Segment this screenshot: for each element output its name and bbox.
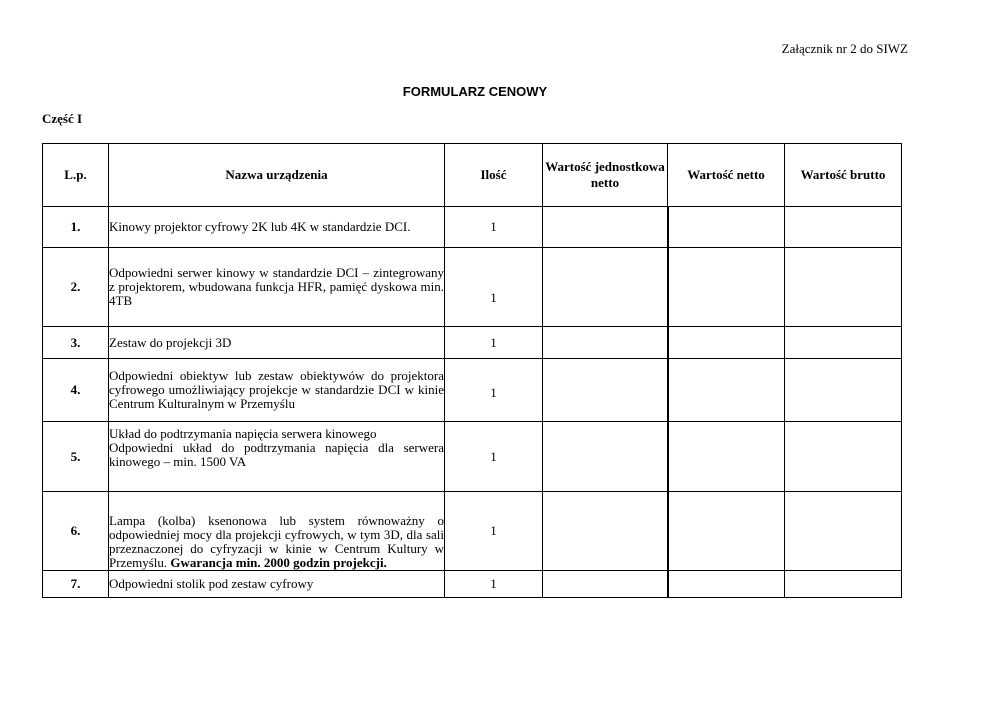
row-net-cell[interactable] xyxy=(668,327,785,359)
row-name: Zestaw do projekcji 3D xyxy=(109,327,445,359)
row-name-text: Lampa (kolba) ksenonowa lub system równoważny o odpowiedniej mocy dla projekcji cyfrowych, w tym 3D, dla sali przeznaczonej do cyfryzacji w kinie w Centrum Kultury w Przemyślu. xyxy=(109,513,444,570)
header-net: Wartość netto xyxy=(668,144,785,207)
row-unit-net-cell[interactable] xyxy=(543,207,668,248)
row-gross-cell[interactable] xyxy=(785,207,902,248)
row-gross-cell[interactable] xyxy=(785,571,902,598)
row-lp: 1. xyxy=(43,207,109,248)
row-name-bold: Gwarancja min. 2000 godzin projekcji. xyxy=(170,555,387,570)
row-gross-cell[interactable] xyxy=(785,492,902,571)
table-row xyxy=(43,327,902,359)
row-qty: 1 xyxy=(445,327,543,359)
header-unit-net: Wartość jednostkowa netto xyxy=(543,144,668,207)
row-name xyxy=(109,492,445,571)
table-row xyxy=(43,571,902,598)
row-unit-net-cell[interactable] xyxy=(543,327,668,359)
row-qty: 1 xyxy=(445,571,543,598)
row-name-line: Odpowiedni układ do podtrzymania napięcia dla serwera kinowego – min. 1500 VA xyxy=(109,440,444,469)
header-name: Nazwa urządzenia xyxy=(109,144,445,207)
row-net-cell[interactable] xyxy=(668,571,785,598)
row-qty: 1 xyxy=(445,422,543,492)
row-name: Odpowiedni serwer kinowy w standardzie DCI – zintegrowany z projektorem, wbudowana funkcja HFR, pamięć dyskowa min. 4TB xyxy=(109,248,445,327)
row-unit-net-cell[interactable] xyxy=(543,422,668,492)
row-lp: 6. xyxy=(43,492,109,571)
table-row xyxy=(43,248,902,327)
row-unit-net-cell[interactable] xyxy=(543,248,668,327)
annex-label: Załącznik nr 2 do SIWZ xyxy=(781,41,908,56)
row-name xyxy=(109,422,445,492)
row-lp: 7. xyxy=(43,571,109,598)
header-lp: L.p. xyxy=(43,144,109,207)
row-qty: 1 xyxy=(445,492,543,571)
row-gross-cell[interactable] xyxy=(785,359,902,422)
header-qty: Ilość xyxy=(445,144,543,207)
row-net-cell[interactable] xyxy=(668,248,785,327)
part-heading: Część I xyxy=(42,111,83,126)
row-gross-cell[interactable] xyxy=(785,422,902,492)
row-name-line: Układ do podtrzymania napięcia serwera kinowego xyxy=(109,426,377,441)
row-unit-net-cell[interactable] xyxy=(543,571,668,598)
table-row xyxy=(43,359,902,422)
row-net-cell[interactable] xyxy=(668,422,785,492)
form-title: FORMULARZ CENOWY xyxy=(402,84,548,99)
row-lp: 5. xyxy=(43,422,109,492)
row-gross-cell[interactable] xyxy=(785,248,902,327)
header-gross: Wartość brutto xyxy=(785,144,902,207)
table-row xyxy=(43,422,902,492)
row-gross-cell[interactable] xyxy=(785,327,902,359)
table-row xyxy=(43,492,902,571)
row-net-cell[interactable] xyxy=(668,359,785,422)
row-qty: 1 xyxy=(445,248,543,327)
table-header-row xyxy=(43,144,902,207)
row-net-cell[interactable] xyxy=(668,492,785,571)
row-net-cell[interactable] xyxy=(668,207,785,248)
row-name: Odpowiedni obiektyw lub zestaw obiektywów do projektora cyfrowego umożliwiający projekcje w standardzie DCI w kinie Centrum Kulturalnym w Przemyślu xyxy=(109,359,445,422)
row-qty: 1 xyxy=(445,207,543,248)
row-unit-net-cell[interactable] xyxy=(543,359,668,422)
row-lp: 3. xyxy=(43,327,109,359)
row-unit-net-cell[interactable] xyxy=(543,492,668,571)
row-lp: 4. xyxy=(43,359,109,422)
row-lp: 2. xyxy=(43,248,109,327)
row-qty: 1 xyxy=(445,359,543,422)
row-name: Odpowiedni stolik pod zestaw cyfrowy xyxy=(109,571,445,598)
price-table xyxy=(42,143,902,598)
table-row xyxy=(43,207,902,248)
row-name: Kinowy projektor cyfrowy 2K lub 4K w standardzie DCI. xyxy=(109,207,445,248)
